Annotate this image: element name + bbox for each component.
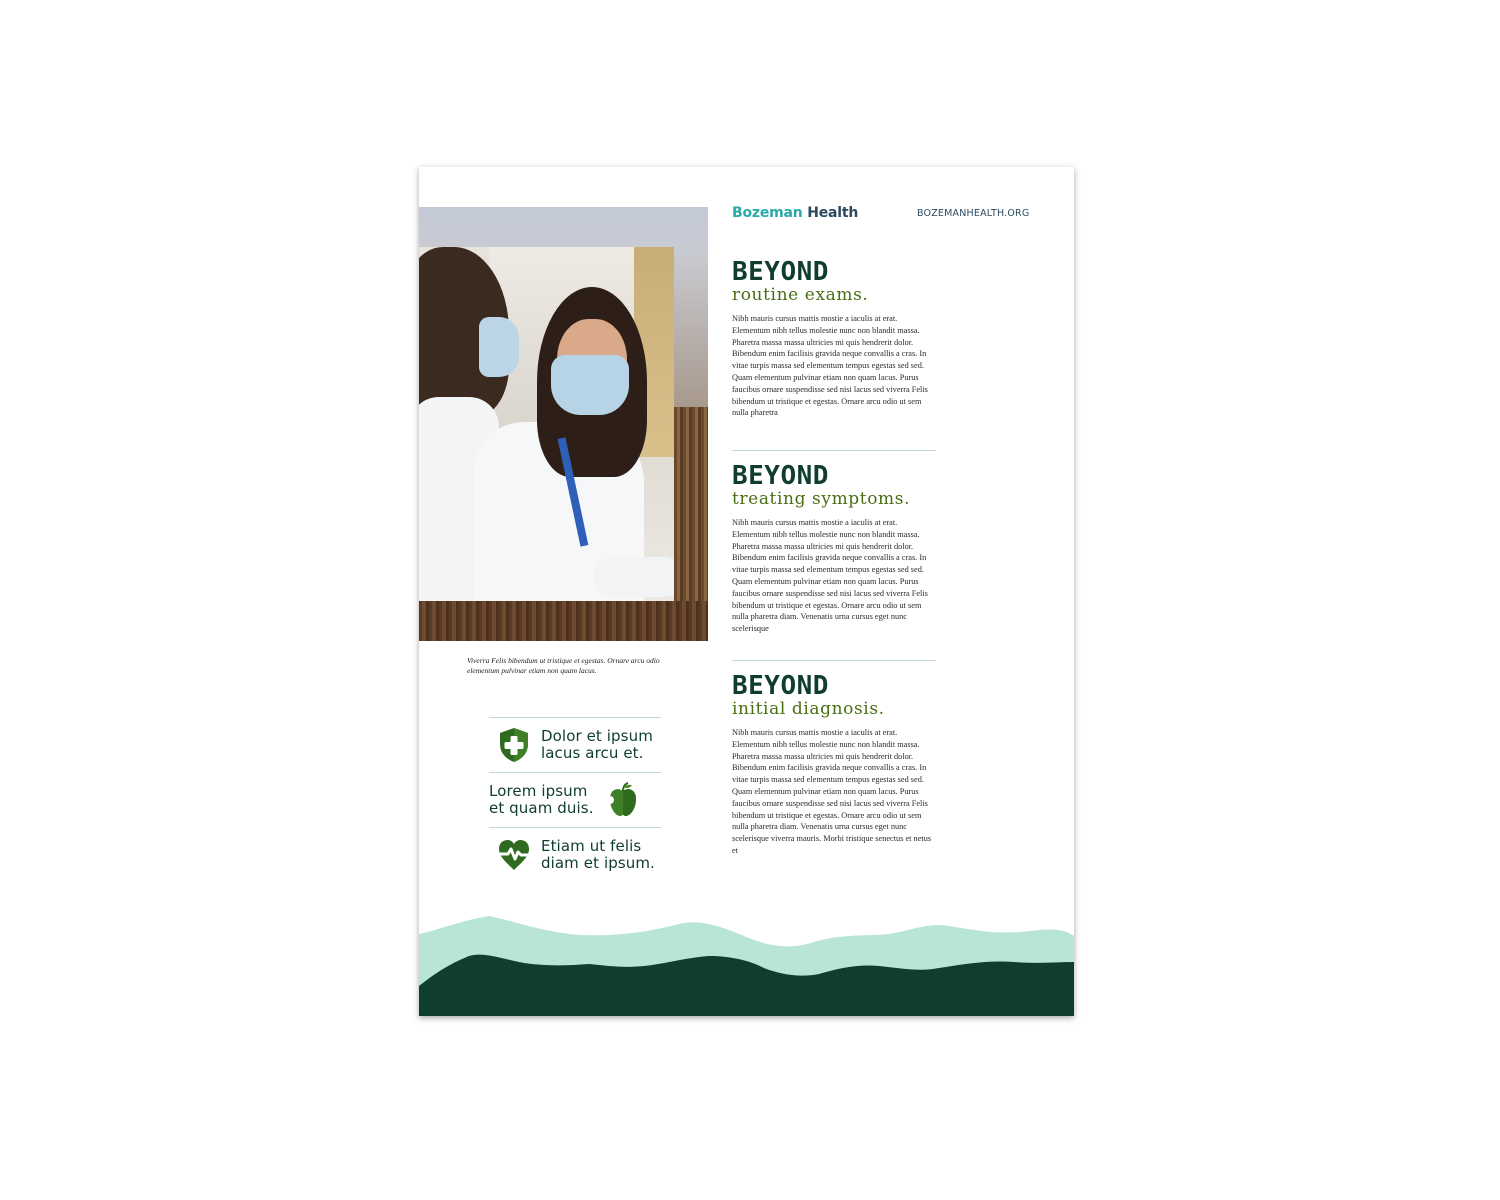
section-subheading: treating symptoms. xyxy=(732,489,911,509)
logo-part-1: Bozeman xyxy=(732,205,803,221)
feature-list xyxy=(489,717,661,882)
section-divider xyxy=(732,450,936,451)
section-routine-exams xyxy=(732,259,937,419)
section-heading: BEYOND xyxy=(732,461,829,491)
heart-pulse-icon xyxy=(497,837,531,873)
feature-text: Dolor et ipsum lacus arcu et. xyxy=(541,727,653,762)
section-body: Nibh mauris cursus mattis mostie a iaculis at erat. Elementum nibh tellus molestie nunc non blandit massa. Pharetra massa massa ultricies mi quis hendrerit dolor. Bibendum enim facilisis gravida neque convallis a cras. In vitae turpis massa sed elementum tempus egestas sed sed. Quam elementum pulvinar etiam non quam lacus. Purus faucibus ornare suspendisse sed nisi lacus sed viverra Felis bibendum ut tristique et egestas. Ornare arcu odio ut sem nulla pharetra diam. Venenatis urna cursus eget nunc scelerisque xyxy=(732,518,928,634)
logo-part-2: Health xyxy=(802,205,859,221)
section-treating-symptoms xyxy=(732,463,937,635)
feature-text: Lorem ipsum et quam duis. xyxy=(489,782,594,817)
feature-item xyxy=(489,772,661,827)
section-body: Nibh mauris cursus mattis mostie a iaculis at erat. Elementum nibh tellus molestie nunc non blandit massa. Pharetra massa massa ultricies mi quis hendrerit dolor. Bibendum enim facilisis gravida neque convallis a cras. In vitae turpis massa sed elementum tempus egestas sed sed. Quam elementum pulvinar etiam non quam lacus. Purus faucibus ornare suspendisse sed nisi lacus sed viverra Felis bibendum ut tristique et egestas. Ornare arcu odio ut sem nulla pharetra diam. Venenatis urna cursus eget nunc scelerisque viverra mauris. Morbi tristique senectus et netus et xyxy=(732,728,932,855)
website-link[interactable]: BOZEMANHEALTH.ORG xyxy=(917,208,1030,219)
photo-caption: Viverra Felis bibendum ut tristique et egestas. Ornare arcu odio elementum pulvinar etiam non quam lacus. xyxy=(467,656,660,675)
section-heading: BEYOND xyxy=(732,671,829,701)
section-heading: BEYOND xyxy=(732,257,829,287)
feature-item xyxy=(489,717,661,772)
shield-plus-icon xyxy=(497,727,531,763)
flyer-page xyxy=(419,167,1074,1016)
nurse-photo xyxy=(419,247,674,601)
apple-icon xyxy=(606,782,640,818)
section-initial-diagnosis xyxy=(732,673,937,857)
section-divider xyxy=(732,660,936,661)
feature-text: Etiam ut felis diam et ipsum. xyxy=(541,837,655,872)
mountain-footer-graphic xyxy=(419,916,1074,1016)
brand-logo[interactable] xyxy=(732,205,858,221)
feature-item xyxy=(489,827,661,882)
section-body: Nibh mauris cursus mattis mostie a iaculis at erat. Elementum nibh tellus molestie nunc non blandit massa. Pharetra massa massa ultricies mi quis hendrerit dolor. Bibendum enim facilisis gravida neque convallis a cras. In vitae turpis massa sed elementum tempus egestas sed sed. Quam elementum pulvinar etiam non quam lacus. Purus faucibus ornare suspendisse sed nisi lacus sed viverra Felis bibendum ut tristique et egestas. Ornare arcu odio ut sem nulla pharetra xyxy=(732,314,928,418)
mountain-dark-layer xyxy=(419,955,1074,1016)
section-subheading: routine exams. xyxy=(732,285,869,305)
section-subheading: initial diagnosis. xyxy=(732,699,885,719)
